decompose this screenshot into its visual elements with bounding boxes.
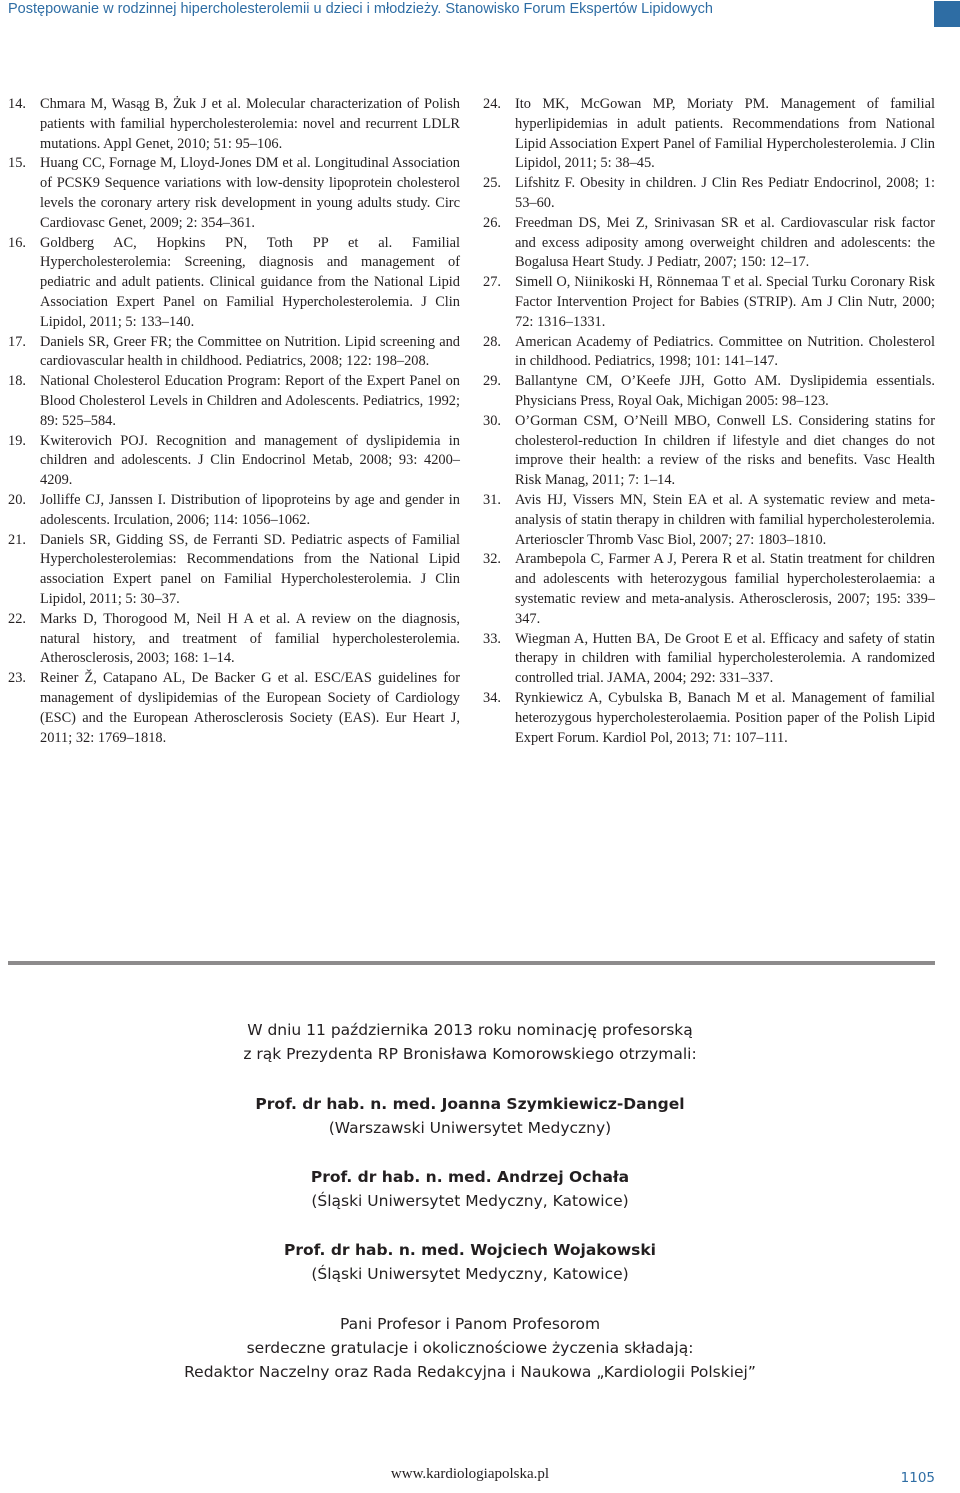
professor-entry — [0, 1092, 940, 1140]
reference-text: Lifshitz F. Obesity in children. J Clin Res Pediatr Endocrinol, 2008; 1: 53–60. — [515, 175, 935, 211]
reference-item — [483, 630, 935, 689]
reference-text: Freedman DS, Mei Z, Srinivasan SR et al. Cardiovascular risk factor and excess adiposity among overweight children and adolescents: the Bogalusa Heart Study. J Pediatr, 2007; 150: 12–17. — [515, 214, 935, 271]
reference-number: 26. — [483, 214, 501, 231]
reference-text: Huang CC, Fornage M, Lloyd-Jones DM et al. Longitudinal Association of PCSK9 Sequence variations with low-density lipoprotein cholesterol levels the coronary artery risk development in young adults study. Circ Cardiovasc Genet, 2009; 2: 354–361. — [40, 155, 460, 231]
professor-affiliation: (Warszawski Uniwersytet Medyczny) — [328, 1119, 612, 1137]
announcement-closing-line: Redaktor Naczelny oraz Rada Redakcyjna i Naukowa „Kardiologii Polskiej” — [184, 1363, 756, 1381]
reference-number: 31. — [483, 491, 501, 508]
reference-item — [8, 95, 460, 154]
reference-number: 33. — [483, 630, 501, 647]
reference-item — [8, 531, 460, 610]
reference-text: Daniels SR, Greer FR; the Committee on Nutrition. Lipid screening and cardiovascular health in childhood. Pediatrics, 2008; 122: 198–208. — [40, 333, 460, 370]
reference-number: 34. — [483, 689, 501, 706]
reference-text: Simell O, Niinikoski H, Rönnemaa T et al. Special Turku Coronary Risk Factor Intervention Project for Babies (STRIP). Am J Clin Nutr, 2000; 72: 1316–1331. — [515, 274, 935, 330]
reference-item — [8, 491, 460, 531]
journal-website-link[interactable]: www.kardiologiapolska.pl — [390, 1466, 550, 1482]
reference-item — [483, 214, 935, 273]
reference-number: 15. — [8, 155, 26, 172]
reference-number: 24. — [483, 96, 501, 112]
reference-text: Reiner Ž, Catapano AL, De Backer G et al. ESC/EAS guidelines for management of dyslipidemias of the European Society of Cardiology (ESC) and the European Atherosclerosis Society (EAS). Eur Heart J, 2011; 32: 1769–1818. — [40, 670, 460, 746]
reference-number: 17. — [8, 333, 26, 350]
reference-item — [483, 333, 935, 373]
reference-number: 30. — [483, 412, 501, 429]
references-right-column — [483, 95, 935, 748]
professor-name: Prof. dr hab. n. med. Joanna Szymkiewicz-Dangel — [255, 1095, 685, 1113]
announcement-intro — [0, 1018, 940, 1066]
reference-text: O’Gorman CSM, O’Neill MBO, Conwell LS. Considering statins for cholesterol-reduction In children if lifestyle and diet changes do not improve their health: a review of the risks and benefits. Vasc Health Risk Manag, 2011; 7: 1–14. — [515, 412, 935, 489]
reference-list-left — [8, 95, 460, 748]
reference-list-right — [483, 95, 935, 748]
reference-text: Rynkiewicz A, Cybulska B, Banach M et al. Management of familial heterozygous hypercholesterolaemia. Position paper of the Polish Lipid Expert Forum. Kardiol Pol, 2013; 71: 107–111. — [515, 689, 935, 746]
reference-number: 27. — [483, 274, 501, 291]
announcement-intro-line: W dniu 11 października 2013 roku nominację profesorską — [247, 1021, 693, 1039]
reference-number: 20. — [8, 491, 26, 508]
announcement-intro-line: z rąk Prezydenta RP Bronisława Komorowskiego otrzymali: — [243, 1045, 697, 1063]
reference-item — [483, 95, 935, 174]
professor-entry — [0, 1165, 940, 1213]
professor-name: Prof. dr hab. n. med. Andrzej Ochała — [310, 1168, 630, 1186]
reference-number: 14. — [8, 96, 26, 112]
announcement-closing — [0, 1312, 940, 1384]
reference-item — [8, 669, 460, 748]
reference-item — [8, 372, 460, 431]
reference-text: Avis HJ, Vissers MN, Stein EA et al. A systematic review and meta-analysis of statin therapy in children with familial hypercholesterolemia. Arterioscler Thromb Vasc Biol, 2007; 27: 1803–1810. — [515, 491, 935, 548]
professor-name: Prof. dr hab. n. med. Wojciech Wojakowski — [283, 1241, 656, 1259]
reference-text: American Academy of Pediatrics. Committee on Nutrition. Cholesterol in childhood. Pediatrics, 1998; 101: 141–147. — [515, 333, 935, 370]
reference-item — [483, 372, 935, 412]
reference-text: Jolliffe CJ, Janssen I. Distribution of lipoproteins by age and gender in adolescents. Irculation, 2006; 114: 1056–1062. — [40, 491, 460, 528]
reference-text: Arambepola C, Farmer A J, Perera R et al. Statin treatment for children and adolescents with heterozygous familial hypercholesterolaemia: a systematic review and meta-analysis. Atherosclerosis, 2007; 195: 339–347. — [515, 551, 935, 627]
reference-number: 18. — [8, 373, 26, 390]
reference-text: Ito MK, McGowan MP, Moriaty PM. Management of familial hyperlipidemias in adult patients. Recommendations from National Lipid Association Expert Panel of Familial Hypercholesterolemia. J Clin Lipidol, 2011; 5: 38–45. — [515, 96, 935, 172]
reference-item — [8, 333, 460, 373]
reference-item — [8, 154, 460, 233]
professor-affiliation: (Śląski Uniwersytet Medyczny, Katowice) — [311, 1192, 629, 1210]
reference-number: 28. — [483, 333, 501, 350]
reference-item — [483, 174, 935, 214]
page-number: 1105 — [900, 1470, 935, 1486]
reference-text: Marks D, Thorogood M, Neil H A et al. A review on the diagnosis, natural history, and treatment of familial hypercholesterolemia. Atherosclerosis, 2003; 168: 1–14. — [40, 610, 460, 667]
reference-number: 22. — [8, 610, 26, 627]
reference-text: Daniels SR, Gidding SS, de Ferranti SD. Pediatric aspects of Familial Hypercholesterolemias: Recommendations from the National Lipid association Expert panel on Familial Hypercholesterolemia. J Clin Lipidol, 2011; 5: 30–37. — [40, 531, 460, 607]
reference-item — [483, 491, 935, 550]
reference-text: Goldberg AC, Hopkins PN, Toth PP et al. Familial Hypercholesterolemia: Screening, diagnosis and management of pediatric and adult patients. Clinical guidance from the National Lipid Association Expert Panel on Familial Hypercholesterolemia. J Clin Lipidol, 2011; 5: 133–140. — [40, 234, 460, 330]
reference-text: Wiegman A, Hutten BA, De Groot E et al. Efficacy and safety of statin therapy in children with familial hypercholesterolemia. A randomized controlled trial. JAMA, 2004; 292: 331–337. — [515, 630, 935, 687]
reference-text: Chmara M, Wasąg B, Żuk J et al. Molecular characterization of Polish patients with familial hypercholesterolemia: novel and recurrent LDLR mutations. Appl Genet, 2010; 51: 95–106. — [40, 96, 460, 152]
announcement-closing-line: Pani Profesor i Panom Profesorom — [339, 1315, 601, 1333]
announcement-closing-line: serdeczne gratulacje i okolicznościowe życzenia składają: — [246, 1339, 694, 1357]
references-left-column — [8, 95, 460, 748]
reference-number: 29. — [483, 373, 501, 390]
reference-item — [483, 689, 935, 748]
running-header: Postępowanie w rodzinnej hipercholesterolemii u dzieci i młodzieży. Stanowisko Forum Ekspertów Lipidowych — [8, 1, 713, 17]
reference-text: Ballantyne CM, O’Keefe JJH, Gotto AM. Dyslipidemia essentials. Physicians Press, Royal Oak, Michigan 2005: 98–123. — [515, 373, 935, 409]
reference-text: National Cholesterol Education Program: Report of the Expert Panel on Blood Cholesterol Levels in Children and Adolescents. Pediatrics, 1992; 89: 525–584. — [40, 373, 460, 429]
reference-number: 23. — [8, 670, 26, 687]
professor-nomination-announcement — [0, 1018, 940, 1384]
reference-item — [8, 432, 460, 491]
reference-item — [483, 550, 935, 629]
reference-item — [8, 610, 460, 669]
section-divider — [8, 961, 935, 965]
professor-entry — [0, 1238, 940, 1286]
reference-number: 32. — [483, 551, 501, 568]
reference-text: Kwiterovich POJ. Recognition and management of dyslipidemia in children and adolescents. J Clin Endocrinol Metab, 2008; 93: 4200–4209. — [40, 432, 460, 489]
professor-affiliation: (Śląski Uniwersytet Medyczny, Katowice) — [311, 1265, 629, 1283]
reference-number: 25. — [483, 175, 501, 192]
reference-number: 21. — [8, 531, 26, 548]
corner-accent-square — [934, 1, 960, 27]
reference-item — [8, 234, 460, 333]
reference-number: 19. — [8, 432, 26, 449]
reference-item — [483, 412, 935, 491]
reference-item — [483, 273, 935, 332]
reference-number: 16. — [8, 234, 26, 251]
